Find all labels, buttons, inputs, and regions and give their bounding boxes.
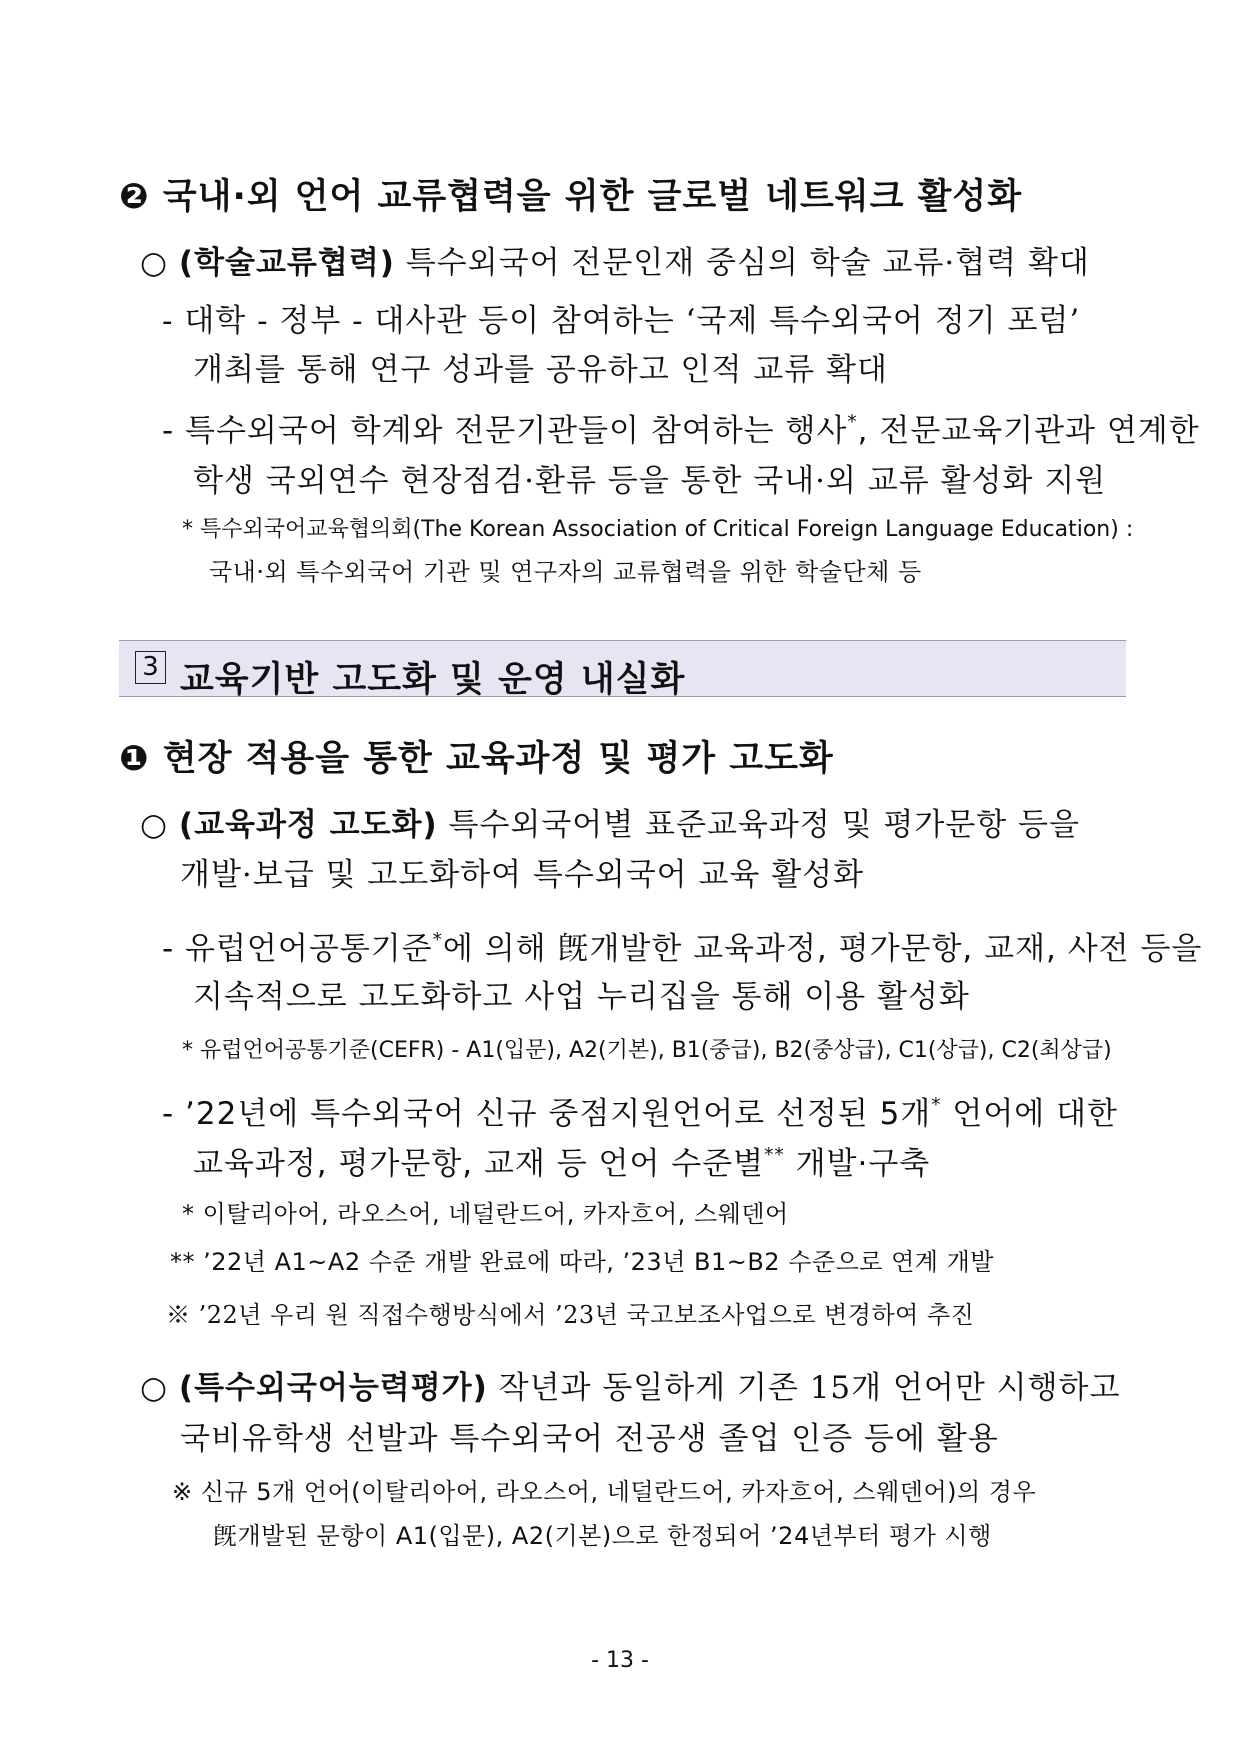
page-number: - 13 - — [591, 1648, 649, 1673]
footnote-mark: * — [432, 930, 443, 951]
section-title: 교육기반 고도화 및 운영 내실화 — [180, 660, 686, 700]
paragraph-text: 작년과 동일하게 기존 15개 언어만 시행하고 — [487, 1370, 1121, 1406]
dash-item-new-languages-line2: 교육과정, 평가문항, 교재 등 언어 수준별** 개발·구축 — [193, 1145, 931, 1182]
footnote-languages: * 이탈리아어, 라오스어, 네덜란드어, 카자흐어, 스웨덴어 — [182, 1200, 789, 1228]
footnote-mark: * — [847, 412, 858, 433]
paragraph-text: 특수외국어 전문인재 중심의 학술 교류·협력 확대 — [394, 245, 1090, 281]
footnote-mark: ** — [764, 1145, 785, 1166]
footnote-association-line1: * 특수외국어교육협의회(The Korean Association of Critical Foreign Language Education) : — [182, 517, 1134, 542]
dash-item-events-line1: - 특수외국어 학계와 전문기관들이 참여하는 행사*, 전문교육기관과 연계한 — [162, 412, 1200, 449]
paragraph-label: (학술교류협력) — [178, 245, 395, 281]
dash-item-cefr-line2: 지속적으로 고도화하고 사업 누리집을 통해 이용 활성화 — [193, 979, 970, 1015]
paragraph-academic-exchange — [140, 245, 1090, 281]
dash-item-events-line2: 학생 국외연수 현장점검·환류 등을 통한 국내·외 교류 활성화 지원 — [193, 463, 1107, 499]
paragraph-curriculum-line2: 개발·보급 및 고도화하여 특수외국어 교육 활성화 — [180, 857, 865, 893]
paragraph-label: (특수외국어능력평가) — [178, 1370, 488, 1406]
subsection-heading-2: ❷ 국내·외 언어 교류협력을 위한 글로벌 네트워크 활성화 — [119, 177, 1023, 217]
dash-item-cefr-line1: - 유럽언어공통기준*에 의해 旣개발한 교육과정, 평가문항, 교재, 사전 등을 — [162, 930, 1203, 967]
reference-note-new-languages-line1: ※ 신규 5개 언어(이탈리아어, 라오스어, 네덜란드어, 카자흐어, 스웨덴어)의 경우 — [172, 1478, 1037, 1506]
dash-item-new-languages-line1: - ’22년에 특수외국어 신규 중점지원언어로 선정된 5개* 언어에 대한 — [162, 1095, 1119, 1132]
paragraph-curriculum — [140, 807, 1080, 843]
bullet: ○ — [140, 245, 169, 281]
footnote-cefr: * 유럽언어공통기준(CEFR) - A1(입문), A2(기본), B1(중급), B2(중상급), C1(상급), C2(최상급) — [182, 1038, 1112, 1063]
subsection-heading-1: ❶ 현장 적용을 통한 교육과정 및 평가 고도화 — [119, 739, 834, 779]
paragraph-label: (교육과정 고도화) — [178, 807, 438, 843]
footnote-mark: * — [931, 1095, 942, 1116]
bullet: ○ — [140, 1370, 169, 1406]
paragraph-text: 특수외국어별 표준교육과정 및 평가문항 등을 — [437, 807, 1080, 843]
footnote-association-line2: 국내·외 특수외국어 기관 및 연구자의 교류협력을 위한 학술단체 등 — [209, 558, 922, 586]
bullet: ○ — [140, 807, 169, 843]
footnote-level-development: ** ’22년 A1~A2 수준 개발 완료에 따라, ’23년 B1~B2 수준으로 연계 개발 — [170, 1248, 994, 1276]
paragraph-proficiency-test — [140, 1370, 1121, 1406]
reference-note-funding: ※ ’22년 우리 원 직접수행방식에서 ’23년 국고보조사업으로 변경하여 추진 — [166, 1301, 975, 1329]
dash-item-forum-line2: 개최를 통해 연구 성과를 공유하고 인적 교류 확대 — [193, 352, 888, 388]
dash-item-forum-line1: - 대학 - 정부 - 대사관 등이 참여하는 ‘국제 특수외국어 정기 포럼’ — [162, 303, 1081, 339]
paragraph-proficiency-test-line2: 국비유학생 선발과 특수외국어 전공생 졸업 인증 등에 활용 — [180, 1421, 999, 1457]
section-number-box: 3 — [135, 651, 166, 684]
reference-note-new-languages-line2: 旣개발된 문항이 A1(입문), A2(기본)으로 한정되어 ’24년부터 평가 시행 — [213, 1522, 992, 1550]
